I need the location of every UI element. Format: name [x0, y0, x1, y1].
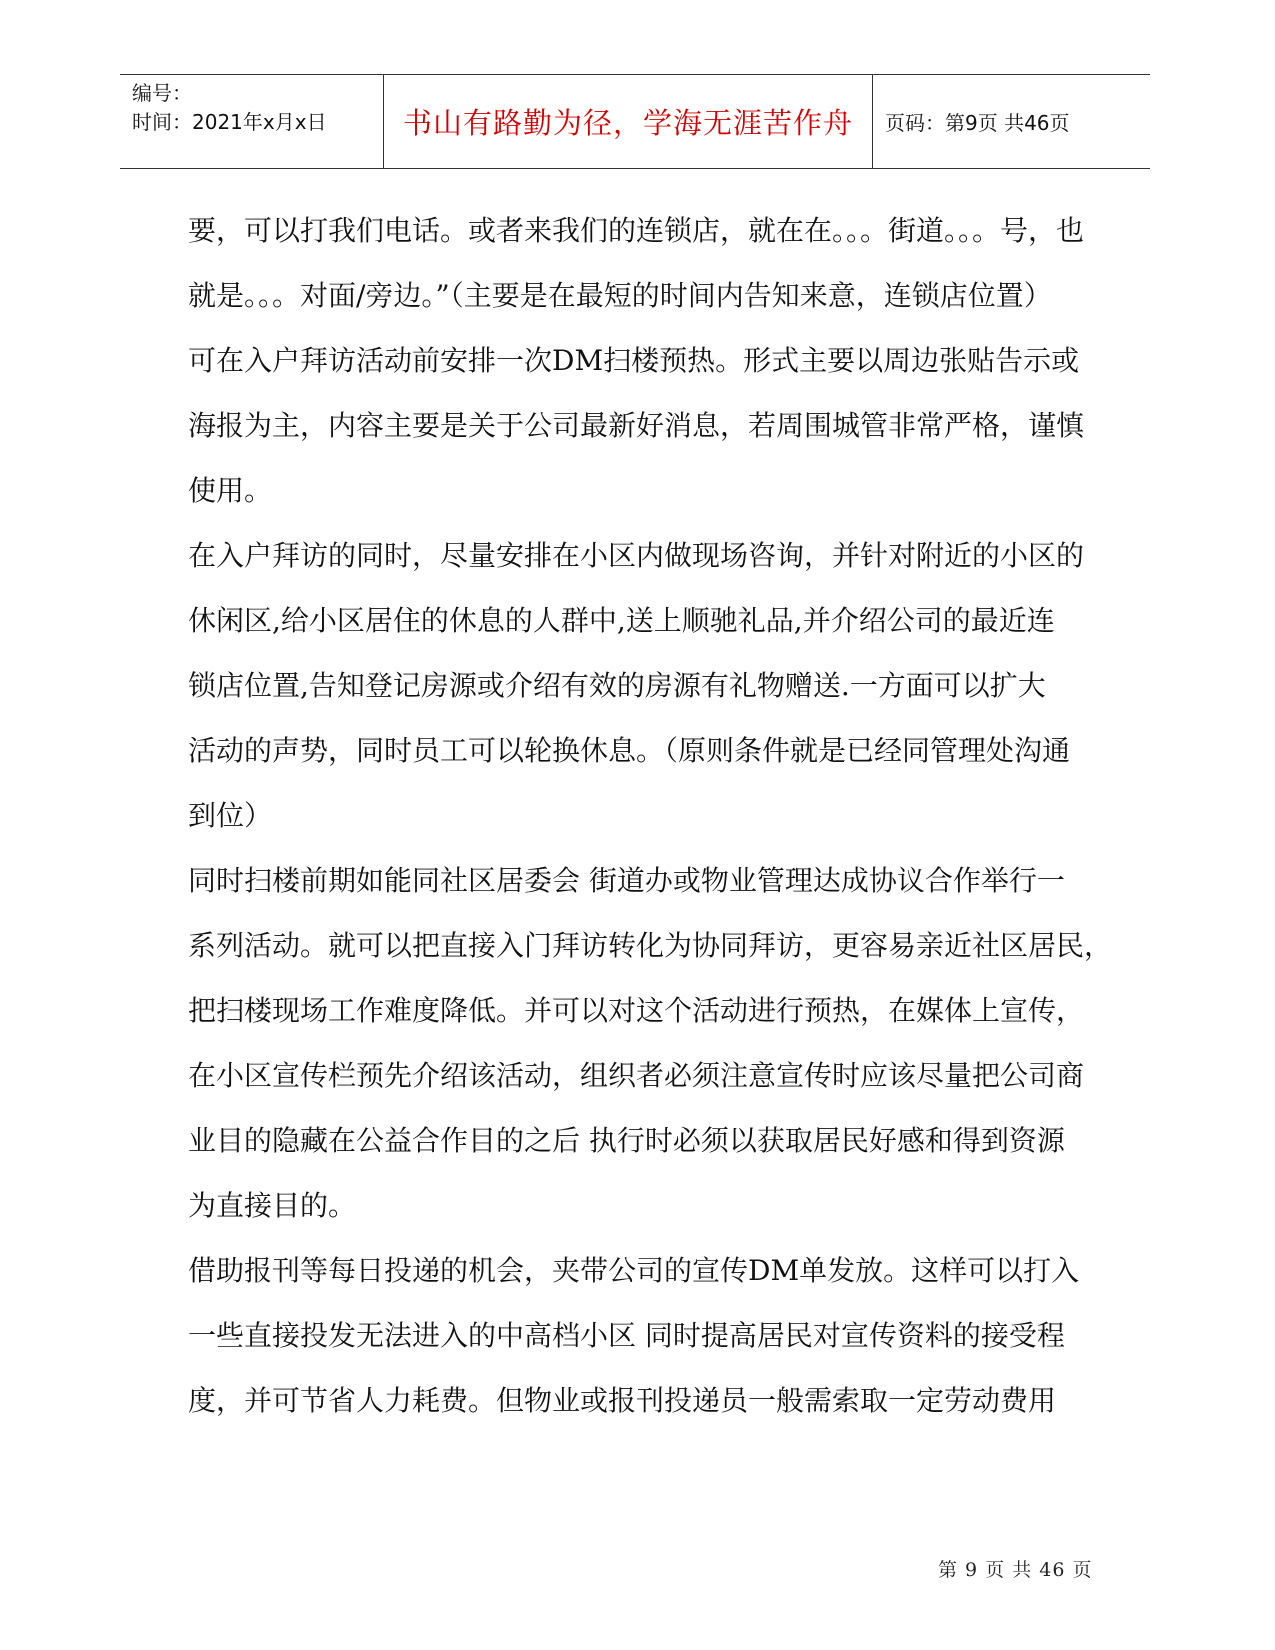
- header-motto: 书山有路勤为径，学海无涯苦作舟: [402, 106, 853, 140]
- header-page-cell: [873, 75, 1150, 168]
- body-line: 同时扫楼前期如能同社区居委会 街道办或物业管理达成协议合作举行一: [188, 864, 1065, 897]
- body-line: 在入户拜访的同时，尽量安排在小区内做现场咨询，并针对附近的小区的: [188, 539, 1085, 572]
- body-line: 度，并可节省人力耗费。但物业或报刊投递员一般需索取一定劳动费用: [188, 1384, 1057, 1417]
- body-line: 在小区宣传栏预先介绍该活动，组织者必须注意宣传时应该尽量把公司商: [188, 1059, 1085, 1092]
- body-line: 系列活动。就可以把直接入门拜访转化为协同拜访，更容易亲近社区居民，: [188, 929, 1113, 962]
- body-line: 为直接目的。: [188, 1189, 357, 1222]
- document-body: [188, 198, 1118, 1433]
- body-line: 锁店位置,告知登记房源或介绍有效的房源有礼物赠送.一方面可以扩大: [188, 669, 1046, 702]
- body-line: 到位）: [188, 799, 273, 832]
- body-line: 就是。。。对面/旁边。”（主要是在最短的时间内告知来意，连锁店位置）: [188, 279, 1052, 312]
- body-line: 可在入户拜访活动前安排一次DM扫楼预热。形式主要以周边张贴告示或: [188, 344, 1080, 377]
- body-line: 要，可以打我们电话。或者来我们的连锁店，就在在。。。街道。。。号，也: [188, 214, 1085, 247]
- document-number-label: 编号：: [132, 81, 192, 105]
- footer-page-number: 第 9 页 共 46 页: [938, 1559, 1093, 1581]
- body-line: 一些直接投发无法进入的中高档小区 同时提高居民对宣传资料的接受程: [188, 1319, 1065, 1352]
- document-time-label: 时间：2021年x月x日: [132, 110, 327, 134]
- header-page-label: 页码：第9页 共46页: [885, 111, 1070, 135]
- body-line: 休闲区,给小区居住的休息的人群中,送上顺驰礼品,并介绍公司的最近连: [188, 604, 1055, 637]
- header-meta-cell: [120, 75, 384, 168]
- body-line: 把扫楼现场工作难度降低。并可以对这个活动进行预热，在媒体上宣传，: [188, 994, 1085, 1027]
- document-header: [120, 74, 1150, 169]
- body-line: 使用。: [188, 474, 273, 507]
- body-line: 海报为主，内容主要是关于公司最新好消息，若周围城管非常严格，谨慎: [188, 409, 1085, 442]
- body-line: 活动的声势，同时员工可以轮换休息。（原则条件就是已经同管理处沟通: [188, 734, 1071, 767]
- header-motto-cell: [384, 75, 873, 168]
- body-line: 业目的隐藏在公益合作目的之后 执行时必须以获取居民好感和得到资源: [188, 1124, 1065, 1157]
- body-line: 借助报刊等每日投递的机会，夹带公司的宣传DM单发放。这样可以打入: [188, 1254, 1080, 1287]
